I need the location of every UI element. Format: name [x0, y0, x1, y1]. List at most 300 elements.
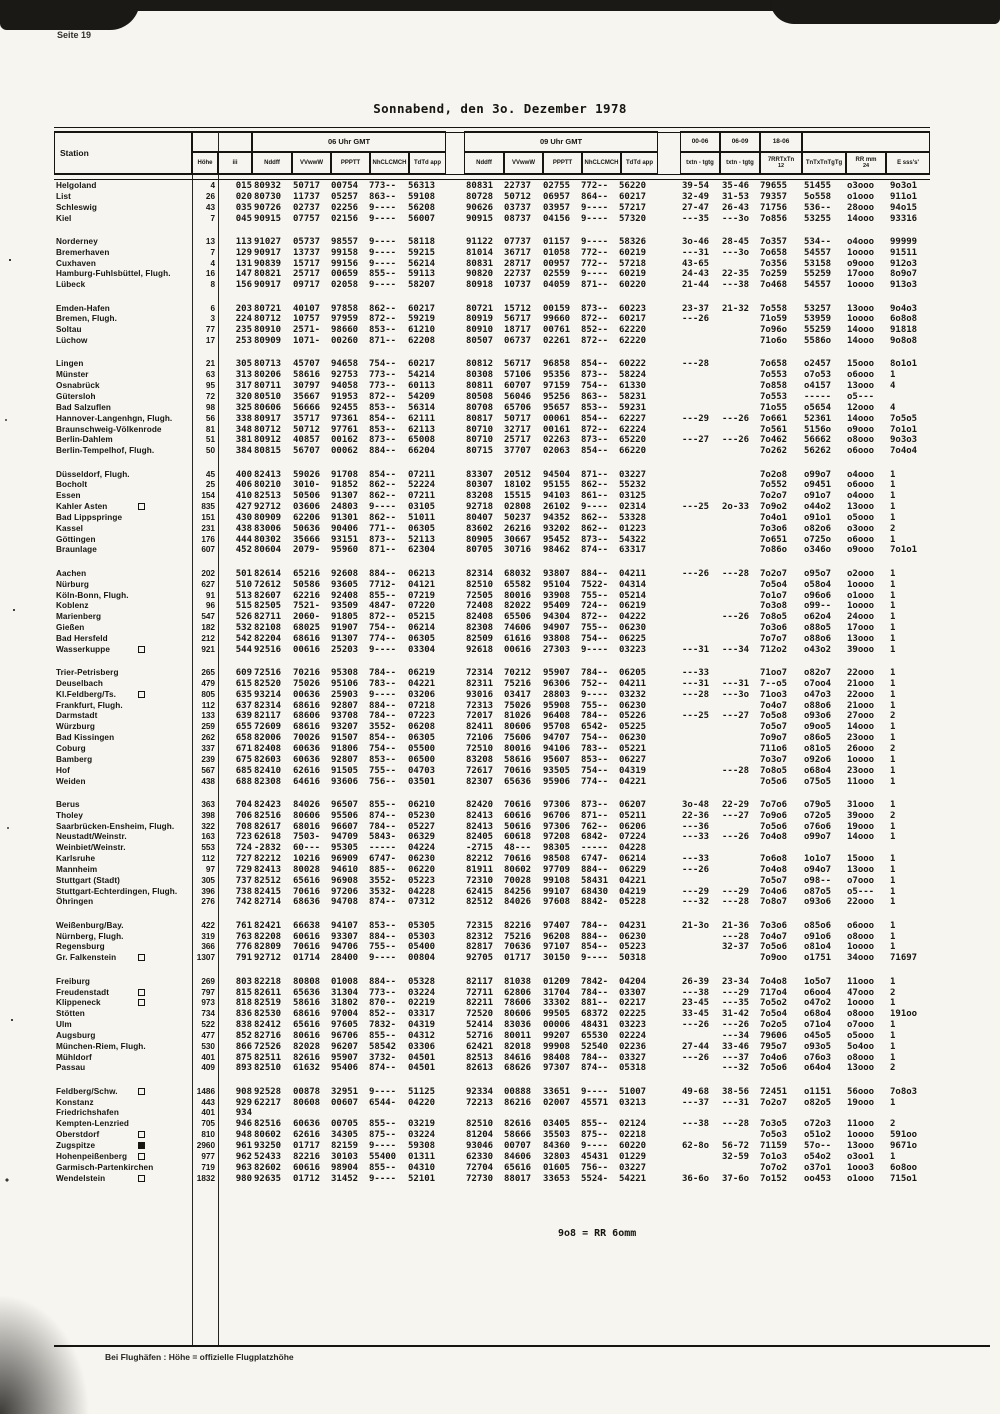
- value-cell: 96507: [331, 799, 359, 810]
- value-cell: 7o658: [760, 247, 788, 258]
- value-cell: 70616: [293, 886, 321, 897]
- value-cell: 72612: [254, 579, 282, 590]
- value-cell: 06205: [619, 668, 647, 679]
- station-group: [54, 304, 930, 347]
- station-row: [54, 722, 930, 733]
- value-cell: 1: [890, 502, 896, 513]
- value-cell: o5ooo: [847, 1030, 875, 1041]
- value-cell: 62227: [619, 413, 647, 424]
- value-cell: 65616: [293, 875, 321, 886]
- station-row: [54, 513, 930, 524]
- value-cell: 444: [235, 534, 252, 545]
- value-cell: 854--: [369, 413, 397, 424]
- station-name: Oberstdorf: [56, 1130, 100, 1140]
- value-cell: 82711: [254, 612, 282, 623]
- value-cell: 020: [235, 191, 252, 202]
- value-cell: 00707: [504, 1140, 532, 1151]
- value-cell: 93606: [331, 776, 359, 787]
- value-cell: 82212: [254, 854, 282, 865]
- value-cell: 893: [235, 1063, 252, 1074]
- value-cell: 97761: [331, 424, 359, 435]
- value-cell: 5524-: [581, 1173, 609, 1184]
- value-cell: 1071-: [293, 336, 321, 347]
- value-cell: 07224: [619, 832, 647, 843]
- value-cell: 7o5o6: [760, 1063, 788, 1074]
- value-cell: 22-29: [722, 799, 750, 810]
- value-cell: 72213: [466, 1097, 494, 1108]
- value-cell: 70616: [504, 765, 532, 776]
- value-cell: 7o8o3: [890, 1086, 918, 1097]
- value-cell: o79o5: [804, 799, 832, 810]
- value-cell: 91307: [331, 491, 359, 502]
- value-cell: 871--: [581, 810, 609, 821]
- value-cell: 9----: [369, 280, 397, 291]
- value-cell: 03327: [619, 1052, 647, 1063]
- value-cell: 526: [235, 612, 252, 623]
- value-cell: 94304: [543, 612, 571, 623]
- value-cell: 99505: [543, 1009, 571, 1020]
- value-cell: 91027: [254, 236, 282, 247]
- value-cell: 60217: [619, 314, 647, 325]
- value-cell: o6ooo: [847, 446, 875, 457]
- value-cell: 68025: [293, 623, 321, 634]
- station-name: Bremerhaven: [56, 247, 110, 257]
- station-height: 1307: [196, 953, 215, 963]
- value-cell: 95506: [331, 810, 359, 821]
- value-cell: o6ooo: [847, 370, 875, 381]
- value-cell: 755--: [581, 623, 609, 634]
- value-cell: 56ooo: [847, 1086, 875, 1097]
- value-cell: 48431: [581, 1020, 609, 1031]
- station-row: [54, 1141, 930, 1152]
- value-cell: 884--: [369, 446, 397, 457]
- value-cell: 871--: [581, 280, 609, 291]
- value-cell: 754--: [369, 743, 397, 754]
- value-cell: 92408: [331, 590, 359, 601]
- station-name: Bad Kissingen: [56, 733, 115, 743]
- value-cell: 82159: [331, 1140, 359, 1151]
- value-cell: 873--: [581, 799, 609, 810]
- station-name: Gr. Falkenstein: [56, 953, 117, 963]
- value-cell: 32803: [543, 1151, 571, 1162]
- value-cell: 04319: [619, 765, 647, 776]
- value-cell: 80711: [254, 381, 282, 392]
- value-cell: 3o-46: [682, 236, 710, 247]
- value-cell: 12ooo: [847, 402, 875, 413]
- value-cell: 60618: [504, 832, 532, 843]
- value-cell: o94o7: [804, 864, 832, 875]
- value-cell: 13ooo: [847, 502, 875, 513]
- value-cell: 82218: [254, 976, 282, 987]
- station-name: Tholey: [56, 810, 83, 820]
- value-cell: 852--: [369, 1009, 397, 1020]
- value-cell: 1: [890, 633, 896, 644]
- value-cell: 15515: [504, 491, 532, 502]
- value-cell: 80910: [466, 325, 494, 336]
- value-cell: 50717: [504, 413, 532, 424]
- header-col-iii: iii: [218, 152, 252, 174]
- value-cell: 52433: [254, 1151, 282, 1162]
- value-cell: 56666: [293, 402, 321, 413]
- value-cell: 99908: [543, 1041, 571, 1052]
- station-row: [54, 502, 930, 513]
- value-cell: 56262: [804, 446, 832, 457]
- value-cell: o9ooo: [847, 424, 875, 435]
- value-cell: 71o6o: [760, 336, 788, 347]
- value-cell: ---33: [682, 668, 710, 679]
- value-cell: 00607: [331, 1097, 359, 1108]
- value-cell: 773--: [369, 181, 397, 191]
- value-cell: 21-44: [682, 280, 710, 291]
- value-cell: 1: [890, 689, 896, 700]
- value-cell: 90406: [331, 523, 359, 534]
- value-cell: 97004: [331, 1009, 359, 1020]
- value-cell: o4ooo: [847, 469, 875, 480]
- value-cell: 25203: [331, 644, 359, 655]
- value-cell: 01311: [408, 1151, 436, 1162]
- station-name: Osnabrück: [56, 381, 100, 391]
- value-cell: 96706: [331, 1030, 359, 1041]
- value-cell: 82307: [466, 776, 494, 787]
- value-cell: 9----: [369, 502, 397, 513]
- airport-height-footnote: Bei Flughäfen : Höhe = offizielle Flugplatzhöhe: [105, 1352, 294, 1362]
- value-cell: 7o856: [760, 213, 788, 224]
- value-cell: 53328: [619, 512, 647, 523]
- value-cell: 05303: [408, 931, 436, 942]
- value-cell: ---26: [682, 864, 710, 875]
- value-cell: 71oo7: [760, 668, 788, 679]
- station-height: 7: [210, 247, 215, 257]
- value-cell: 86216: [504, 1097, 532, 1108]
- value-cell: 872--: [369, 612, 397, 623]
- value-cell: 81038: [504, 976, 532, 987]
- value-cell: 94706: [331, 942, 359, 953]
- value-cell: 1oooo: [847, 314, 875, 325]
- value-cell: 1: [890, 875, 896, 886]
- value-cell: 82405: [466, 832, 494, 843]
- value-cell: 25903: [331, 689, 359, 700]
- value-cell: 94709: [331, 832, 359, 843]
- value-cell: 28400: [331, 953, 359, 964]
- value-cell: o6ooo: [847, 534, 875, 545]
- value-cell: 02261: [543, 336, 571, 347]
- value-cell: 1: [890, 886, 896, 897]
- value-cell: 61632: [293, 1063, 321, 1074]
- value-cell: ---33: [682, 854, 710, 865]
- value-cell: 92516: [254, 644, 282, 655]
- station-name: Kahler Asten: [56, 502, 108, 512]
- value-cell: 870--: [369, 998, 397, 1009]
- station-row: [54, 711, 930, 722]
- value-cell: o2457: [804, 359, 832, 370]
- value-cell: 9----: [581, 689, 609, 700]
- station-name: Hannover-Langenhgn, Flugh.: [56, 413, 173, 423]
- value-cell: 854--: [581, 413, 609, 424]
- value-cell: 9----: [581, 1140, 609, 1151]
- value-cell: 7o5o6: [760, 942, 788, 953]
- value-cell: ---35: [722, 998, 750, 1009]
- value-cell: 32951: [331, 1086, 359, 1097]
- value-cell: 872--: [369, 392, 397, 402]
- value-cell: 60217: [408, 359, 436, 370]
- value-cell: 04059: [543, 280, 571, 291]
- value-cell: 80815: [254, 446, 282, 457]
- value-cell: 854--: [581, 359, 609, 370]
- value-cell: 11ooo: [847, 1119, 875, 1130]
- value-cell: 37-6o: [722, 1173, 750, 1184]
- value-cell: 80905: [466, 534, 494, 545]
- value-cell: 80602: [254, 1130, 282, 1141]
- value-cell: 9----: [369, 202, 397, 213]
- value-cell: 81911: [466, 864, 494, 875]
- value-cell: 712o2: [760, 644, 788, 655]
- value-cell: 82513: [466, 1052, 494, 1063]
- value-cell: 92712: [254, 953, 282, 964]
- value-cell: 854--: [581, 942, 609, 953]
- value-cell: 94907: [543, 623, 571, 634]
- value-cell: o7ooo: [847, 1020, 875, 1031]
- value-cell: 97709: [543, 864, 571, 875]
- value-cell: 863--: [581, 392, 609, 402]
- value-cell: ---31: [682, 247, 710, 258]
- value-cell: 82510: [254, 1063, 282, 1074]
- value-cell: 05305: [408, 920, 436, 931]
- value-cell: 56662: [804, 435, 832, 446]
- value-cell: 872--: [581, 612, 609, 623]
- value-cell: 65530: [581, 1030, 609, 1041]
- value-cell: 80910: [254, 325, 282, 336]
- header-col-clouds-06: NhCLCMCH: [370, 152, 409, 174]
- value-cell: 33302: [543, 998, 571, 1009]
- value-cell: 50636: [293, 523, 321, 534]
- station-height: 63: [205, 370, 215, 380]
- value-cell: 93151: [331, 534, 359, 545]
- value-cell: 06225: [619, 633, 647, 644]
- value-cell: 235: [235, 325, 252, 336]
- value-cell: 04231: [619, 920, 647, 931]
- value-cell: 7o9oo: [760, 953, 788, 964]
- value-cell: 56007: [408, 213, 436, 224]
- value-cell: 62618: [254, 832, 282, 843]
- value-cell: 7o9o7: [760, 733, 788, 744]
- value-cell: 911o1: [890, 191, 918, 202]
- value-cell: 1: [890, 568, 896, 579]
- value-cell: 05230: [408, 810, 436, 821]
- value-cell: o98--: [804, 875, 832, 886]
- value-cell: 872--: [581, 424, 609, 435]
- value-cell: 02225: [619, 1009, 647, 1020]
- value-cell: 33-45: [682, 1009, 710, 1020]
- value-cell: 97858: [331, 303, 359, 314]
- value-cell: 724--: [581, 601, 609, 612]
- value-cell: 06227: [619, 754, 647, 765]
- value-cell: 63317: [619, 545, 647, 556]
- value-cell: 83006: [254, 523, 282, 534]
- value-cell: 5o558: [804, 191, 832, 202]
- value-cell: 60222: [619, 359, 647, 370]
- value-cell: 7o5o6: [760, 821, 788, 832]
- value-cell: 773--: [369, 381, 397, 392]
- value-cell: 866: [235, 1041, 252, 1052]
- value-cell: 6842-: [581, 832, 609, 843]
- value-cell: 754--: [581, 381, 609, 392]
- value-cell: 00761: [543, 325, 571, 336]
- value-cell: 862--: [369, 303, 397, 314]
- station-name: Münster: [56, 370, 89, 380]
- value-cell: 82511: [254, 1052, 282, 1063]
- value-cell: 783--: [369, 678, 397, 689]
- value-cell: 253: [235, 336, 252, 347]
- value-cell: ---31: [722, 1097, 750, 1108]
- value-cell: 7832-: [369, 1020, 397, 1031]
- value-cell: 3010-: [293, 480, 321, 491]
- header-group-06gmt: 06 Uhr GMT: [252, 131, 446, 152]
- header-col-txtn-00-06: txtn - tgtg: [680, 152, 720, 174]
- station-height: 835: [201, 502, 215, 512]
- value-cell: ---29: [682, 413, 710, 424]
- value-cell: 70216: [293, 668, 321, 679]
- station-marker-square: [138, 503, 145, 510]
- value-cell: 92807: [331, 700, 359, 711]
- value-cell: 72711: [466, 987, 494, 998]
- value-cell: 381: [235, 435, 252, 446]
- value-cell: 22737: [504, 269, 532, 280]
- station-name: Wasserkuppe: [56, 644, 111, 654]
- value-cell: 02007: [543, 1097, 571, 1108]
- value-cell: o72o5: [804, 810, 832, 821]
- station-row: [54, 425, 930, 436]
- value-cell: 82410: [254, 765, 282, 776]
- value-cell: 26-39: [682, 976, 710, 987]
- station-name: Marienberg: [56, 612, 102, 622]
- value-cell: 56214: [408, 258, 436, 269]
- value-cell: 7o1o7: [760, 590, 788, 601]
- value-cell: o8ooo: [847, 435, 875, 446]
- value-cell: 873--: [581, 370, 609, 381]
- value-cell: 99207: [543, 1030, 571, 1041]
- station-height: 4: [210, 181, 215, 190]
- value-cell: o3ooo: [847, 181, 875, 191]
- value-cell: 98508: [543, 854, 571, 865]
- value-cell: 1: [890, 920, 896, 931]
- station-name: Deuselbach: [56, 678, 103, 688]
- station-row: [54, 932, 930, 943]
- station-name: Bocholt: [56, 480, 88, 490]
- station-name: Passau: [56, 1063, 86, 1073]
- value-cell: 95657: [543, 402, 571, 413]
- value-cell: 68636: [293, 897, 321, 908]
- station-height: 398: [201, 810, 215, 820]
- value-cell: 91708: [331, 469, 359, 480]
- value-cell: 62224: [619, 424, 647, 435]
- value-cell: 06329: [408, 832, 436, 843]
- value-cell: 72408: [466, 601, 494, 612]
- station-height: 305: [201, 875, 215, 885]
- value-cell: 772--: [581, 181, 609, 191]
- station-marker-square: [138, 954, 145, 961]
- value-cell: 755--: [581, 590, 609, 601]
- value-cell: 80608: [293, 1097, 321, 1108]
- value-cell: 82314: [466, 568, 494, 579]
- value-cell: 72106: [466, 733, 494, 744]
- value-cell: 62330: [466, 1151, 494, 1162]
- value-cell: 54221: [619, 1173, 647, 1184]
- value-cell: 82216: [293, 1151, 321, 1162]
- value-cell: 56707: [293, 446, 321, 457]
- value-cell: 70616: [504, 799, 532, 810]
- station-row: [54, 1098, 930, 1109]
- station-row: [54, 777, 930, 788]
- value-cell: 05225: [619, 722, 647, 733]
- value-cell: 7o6o8: [760, 854, 788, 865]
- value-cell: 66638: [293, 920, 321, 931]
- value-cell: 11ooo: [847, 976, 875, 987]
- value-cell: 01714: [293, 953, 321, 964]
- value-cell: 82117: [254, 711, 282, 722]
- value-cell: 82423: [254, 799, 282, 810]
- value-cell: o93o6: [804, 711, 832, 722]
- value-cell: o81o5: [804, 743, 832, 754]
- value-cell: 80606: [504, 1009, 532, 1020]
- value-cell: 80016: [504, 590, 532, 601]
- value-cell: 1: [890, 832, 896, 843]
- value-cell: 45707: [293, 359, 321, 370]
- value-cell: 772--: [581, 258, 609, 269]
- value-cell: 7o4o8: [760, 864, 788, 875]
- value-cell: 7o858: [760, 381, 788, 392]
- header-col-rr-mm-subscript: 24: [862, 162, 870, 169]
- value-cell: 58118: [408, 236, 436, 247]
- value-cell: 06220: [408, 864, 436, 875]
- value-cell: 7o658: [760, 359, 788, 370]
- value-cell: 6747-: [369, 854, 397, 865]
- value-cell: 17ooo: [847, 269, 875, 280]
- value-cell: 6544-: [369, 1097, 397, 1108]
- value-cell: 784--: [369, 821, 397, 832]
- value-cell: 637: [235, 700, 252, 711]
- value-cell: 03232: [619, 689, 647, 700]
- value-cell: 83602: [466, 523, 494, 534]
- value-cell: o6oo4: [804, 987, 832, 998]
- value-cell: 591oo: [890, 1130, 918, 1141]
- header-station: [54, 131, 192, 174]
- station-name: Klippeneck: [56, 998, 101, 1008]
- value-cell: 82614: [254, 568, 282, 579]
- value-cell: 33653: [543, 1173, 571, 1184]
- value-cell: 61330: [619, 381, 647, 392]
- value-cell: 655: [235, 722, 252, 733]
- station-row: [54, 259, 930, 270]
- value-cell: 33-46: [722, 1041, 750, 1052]
- value-cell: 7o3o8: [760, 601, 788, 612]
- value-cell: 82413: [466, 810, 494, 821]
- value-cell: ---3o: [722, 247, 750, 258]
- value-cell: 7521-: [293, 601, 321, 612]
- station-height: 259: [201, 722, 215, 732]
- value-cell: 90626: [466, 202, 494, 213]
- value-cell: 59113: [408, 269, 436, 280]
- station-name: Bad Lippspringe: [56, 512, 123, 522]
- station-row: [54, 668, 930, 679]
- value-cell: 884--: [581, 568, 609, 579]
- value-cell: 95104: [543, 579, 571, 590]
- value-cell: 6542-: [581, 722, 609, 733]
- value-cell: 4: [890, 402, 896, 413]
- value-cell: 7712-: [369, 579, 397, 590]
- value-cell: 06208: [408, 722, 436, 733]
- value-cell: 1: [890, 754, 896, 765]
- value-cell: 91818: [890, 325, 918, 336]
